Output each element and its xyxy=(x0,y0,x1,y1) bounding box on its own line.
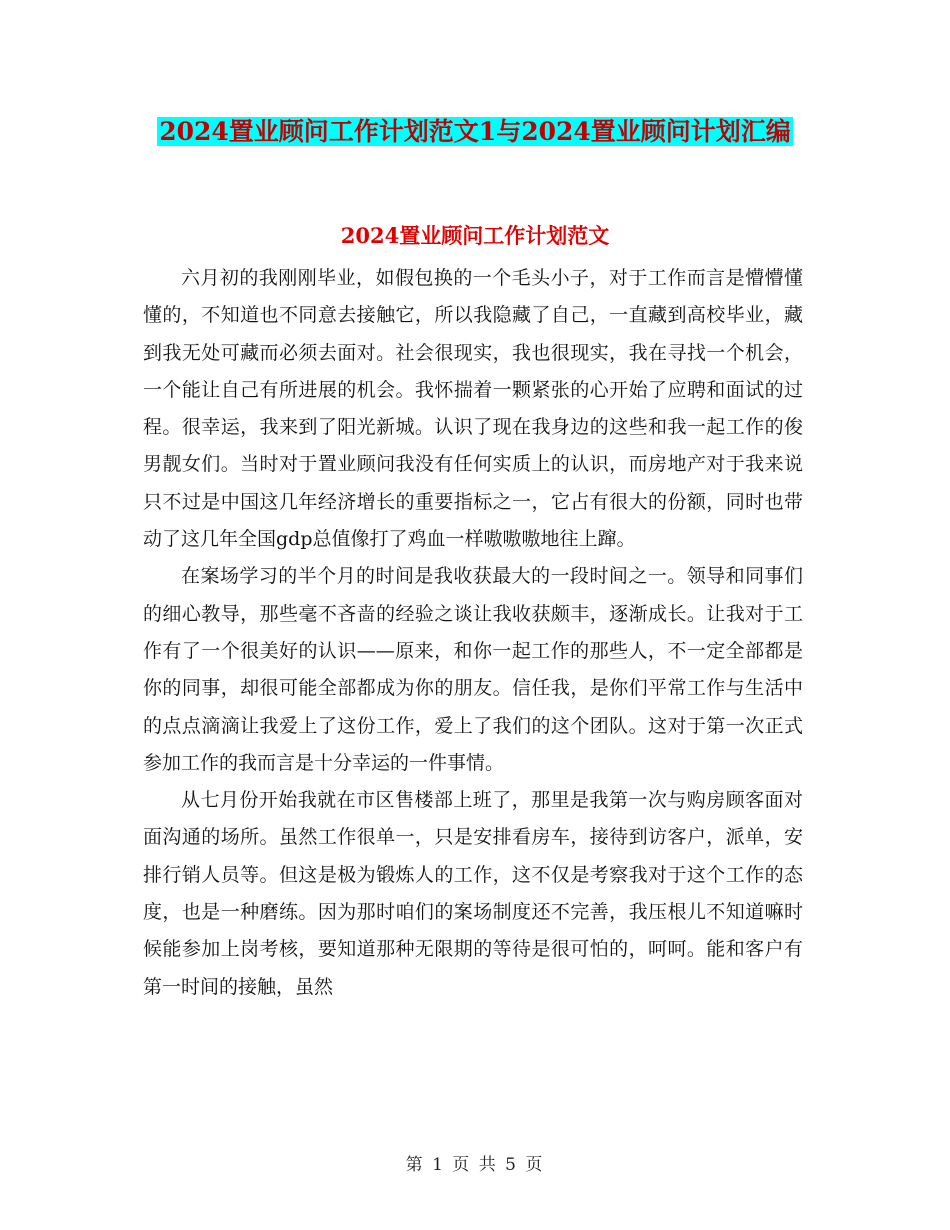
document-title-highlight: 2024置业顾问工作计划范文1与2024置业顾问计划汇编 xyxy=(159,117,791,146)
paragraph-2: 在案场学习的半个月的时间是我收获最大的一段时间之一。领导和同事们的细心教导，那些毫不吝啬的经验之谈让我收获颇丰，逐渐成长。让我对于工作有了一个很美好的认识——原来，和你一起工作的那些人，不一定全部都是你的同事，却很可能全部都成为你的朋友。信任我，是你们平常工作与生活中的点点滴滴让我爱上了这份工作，爱上了我们的这个团队。这对于第一次正式参加工作的我而言是十分幸运的一件事情。 xyxy=(143,565,803,774)
body-text xyxy=(143,260,803,1006)
section-title: 2024置业顾问工作计划范文 xyxy=(340,223,610,248)
paragraph-1: 六月初的我刚刚毕业，如假包换的一个毛头小子，对于工作而言是懵懵懂懂的，不知道也不同意去接触它，所以我隐藏了自己，一直藏到高校毕业，藏到我无处可藏而必须去面对。社会很现实，我也很现实，我在寻找一个机会，一个能让自己有所进展的机会。我怀揣着一颗紧张的心开始了应聘和面试的过程。很幸运，我来到了阳光新城。认识了现在我身边的这些和我一起工作的俊男靓女们。当时对于置业顾问我没有任何实质上的认识，而房地产对于我来说只不过是中国这几年经济增长的重要指标之一，它占有很大的份额，同时也带动了这几年全国gdp总值像打了鸡血一样嗷嗷嗷地往上蹿。 xyxy=(143,267,803,551)
paragraph-3: 从七月份开始我就在市区售楼部上班了，那里是我第一次与购房顾客面对面沟通的场所。虽然工作很单一，只是安排看房车，接待到访客户，派单，安排行销人员等。但这是极为锻炼人的工作，这不仅是考察我对于这个工作的态度，也是一种磨练。因为那时咱们的案场制度还不完善，我压根儿不知道嘛时候能参加上岗考核，要知道那种无限期的等待是很可怕的，呵呵。能和客户有第一时间的接触，虽然 xyxy=(143,789,803,998)
page-footer: 第 1 页 共 5 页 xyxy=(405,1155,545,1175)
document-title xyxy=(140,108,810,156)
